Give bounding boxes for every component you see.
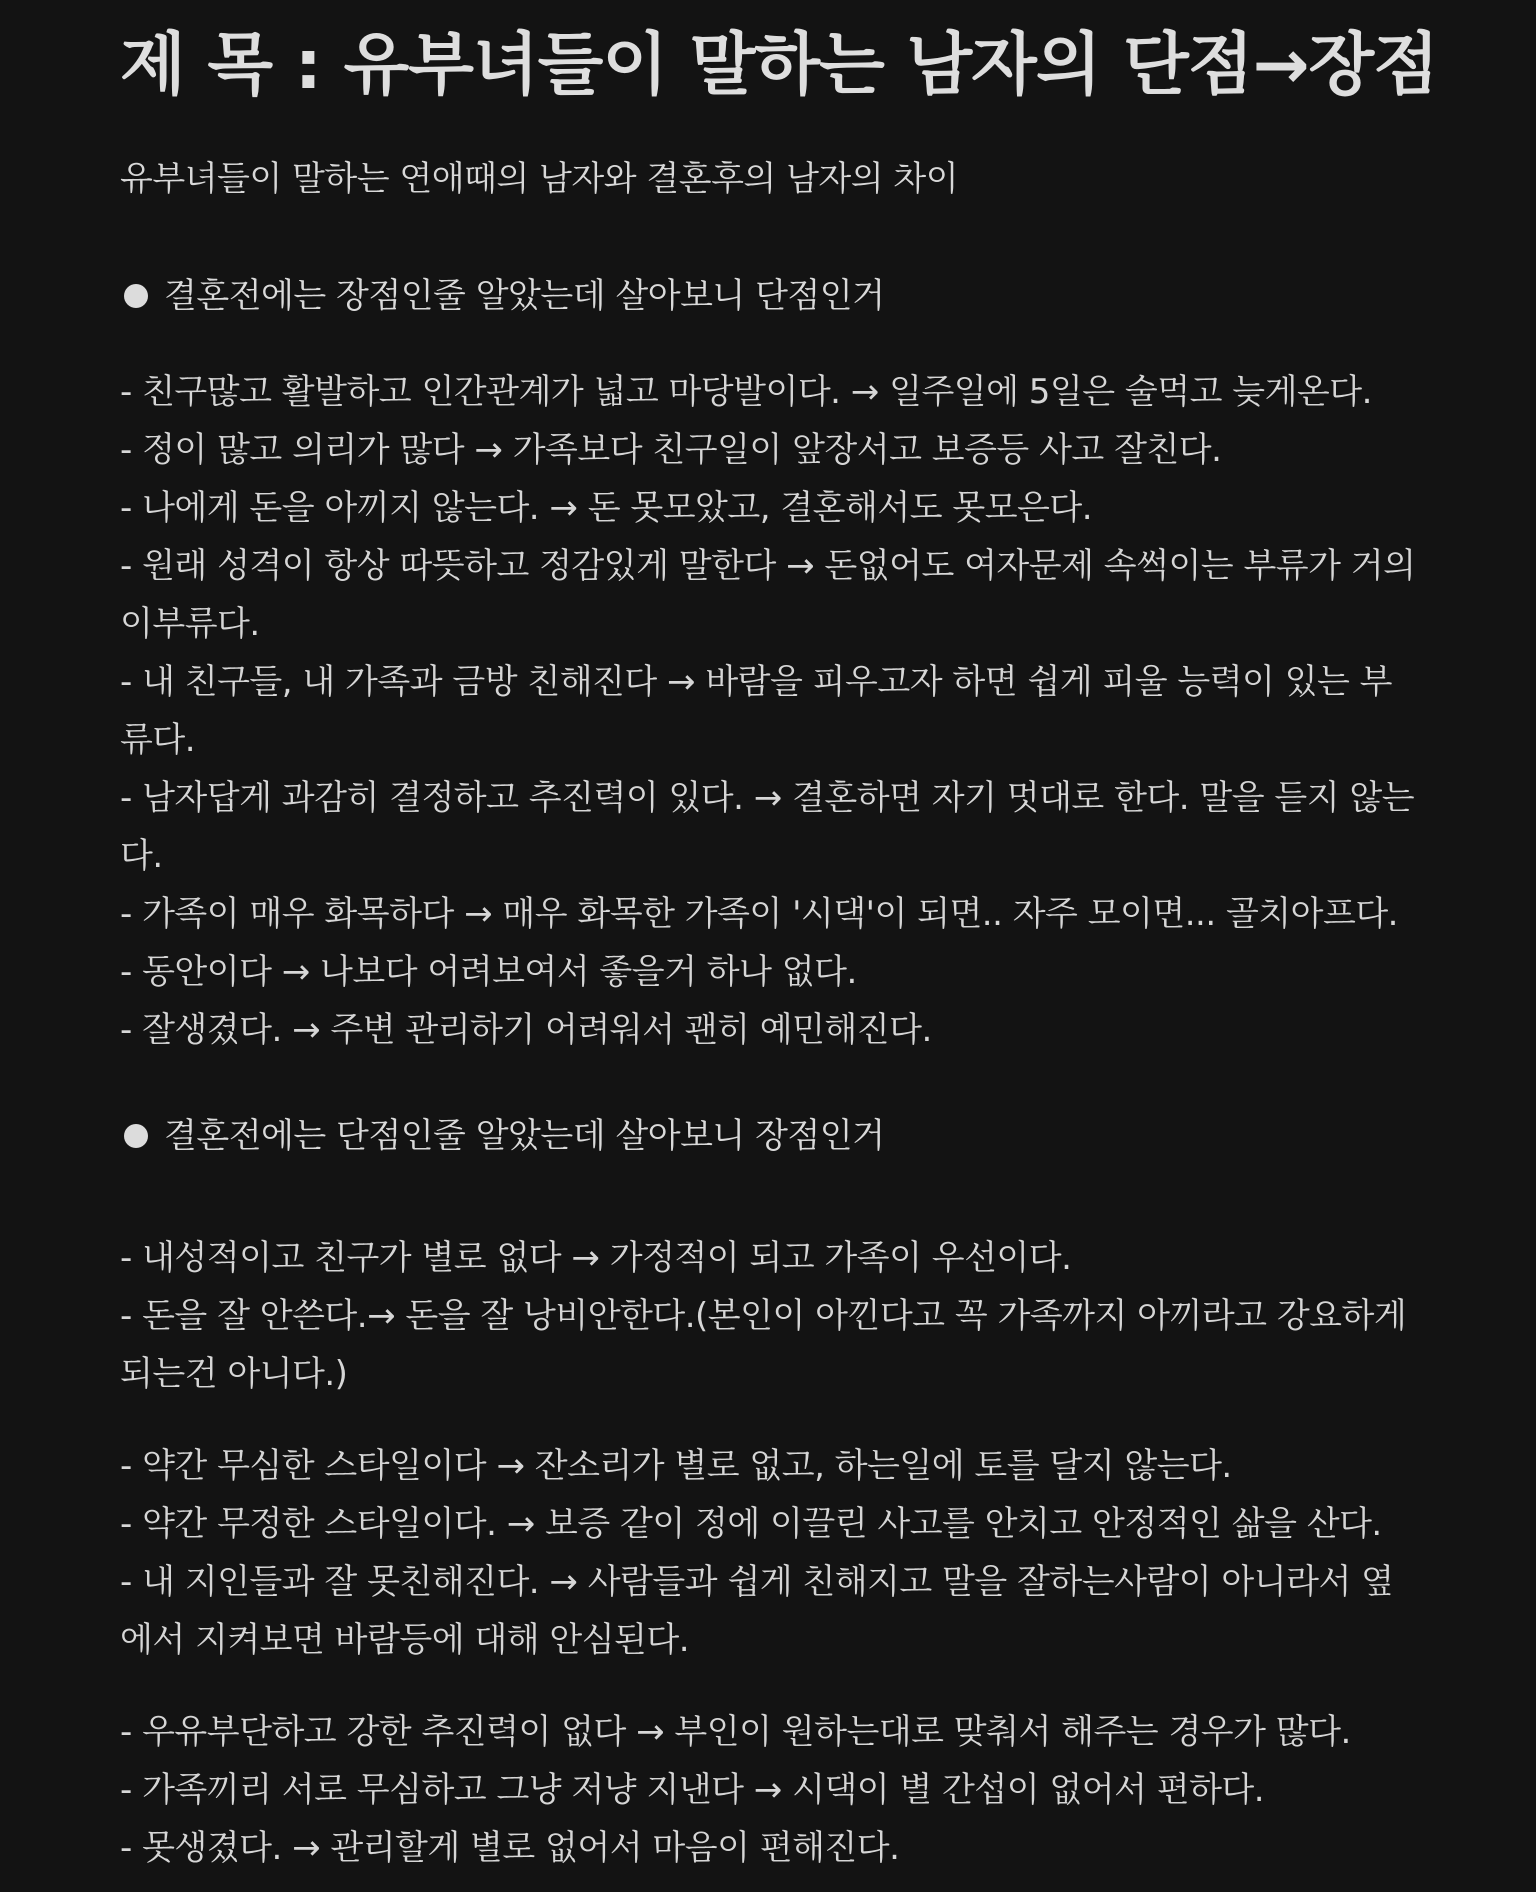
list-item: - 내 지인들과 잘 못친해진다. → 사람들과 쉽게 친해지고 말을 잘하는사람이 아니라서 옆에서 지켜보면 바람등에 대해 안심된다. <box>120 1562 1394 1660</box>
list-item: - 잘생겼다. → 주변 관리하기 어려워서 괜히 예민해진다. <box>120 1010 932 1050</box>
cons-to-pros-list-b <box>120 1437 1416 1669</box>
list-item: - 약간 무정한 스타일이다. → 보증 같이 정에 이끌린 사고를 안치고 안정적인 삶을 산다. <box>120 1504 1382 1544</box>
list-item: - 내 친구들, 내 가족과 금방 친해진다 → 바람을 피우고자 하면 쉽게 피울 능력이 있는 부류다. <box>120 662 1393 760</box>
bullet-dot-icon <box>124 284 148 308</box>
list-item: - 친구많고 활발하고 인간관계가 넓고 마당발이다. → 일주일에 5일은 술먹고 늦게온다. <box>120 372 1372 412</box>
section-heading-text: 결혼전에는 장점인줄 알았는데 살아보니 단점인거 <box>164 276 885 316</box>
bullet-dot-icon <box>124 1124 148 1148</box>
list-item: - 가족끼리 서로 무심하고 그냥 저냥 지낸다 → 시댁이 별 간섭이 없어서 편하다. <box>120 1770 1265 1810</box>
list-item: - 우유부단하고 강한 추진력이 없다 → 부인이 원하는대로 맞춰서 해주는 경우가 많다. <box>120 1712 1351 1752</box>
list-item: - 못생겼다. → 관리할게 별로 없어서 마음이 편해진다. <box>120 1828 900 1868</box>
section-heading-text: 결혼전에는 단점인줄 알았는데 살아보니 장점인거 <box>164 1116 885 1156</box>
list-item: - 가족이 매우 화목하다 → 매우 화목한 가족이 '시댁'이 되면.. 자주 모이면... 골치아프다. <box>120 894 1398 934</box>
cons-to-pros-list-a <box>120 1229 1416 1403</box>
section-heading-cons-to-pros <box>120 1115 1416 1157</box>
cons-to-pros-list-c <box>120 1703 1416 1877</box>
list-item: - 나에게 돈을 아끼지 않는다. → 돈 못모았고, 결혼해서도 못모은다. <box>120 488 1093 528</box>
subtitle: 유부녀들이 말하는 연애때의 남자와 결혼후의 남자의 차이 <box>120 159 959 199</box>
list-item: - 정이 많고 의리가 많다 → 가족보다 친구일이 앞장서고 보증등 사고 잘친다. <box>120 430 1222 470</box>
list-item: - 내성적이고 친구가 별로 없다 → 가정적이 되고 가족이 우선이다. <box>120 1238 1072 1278</box>
section-heading-pros-to-cons <box>120 275 1416 317</box>
pros-to-cons-list <box>120 363 1416 1059</box>
list-item: - 약간 무심한 스타일이다 → 잔소리가 별로 없고, 하는일에 토를 달지 않는다. <box>120 1446 1232 1486</box>
list-item: - 원래 성격이 항상 따뜻하고 정감있게 말한다 → 돈없어도 여자문제 속썩이는 부류가 거의 이부류다. <box>120 546 1416 644</box>
list-item: - 돈을 잘 안쓴다.→ 돈을 잘 낭비안한다.(본인이 아낀다고 꼭 가족까지 아끼라고 강요하게 되는건 아니다.) <box>120 1296 1407 1394</box>
list-item: - 동안이다 → 나보다 어려보여서 좋을거 하나 없다. <box>120 952 857 992</box>
page-title: 제 목 : 유부녀들이 말하는 남자의 단점→장점 <box>120 26 1438 105</box>
list-item: - 남자답게 과감히 결정하고 추진력이 있다. → 결혼하면 자기 멋대로 한다. 말을 듣지 않는다. <box>120 778 1415 876</box>
